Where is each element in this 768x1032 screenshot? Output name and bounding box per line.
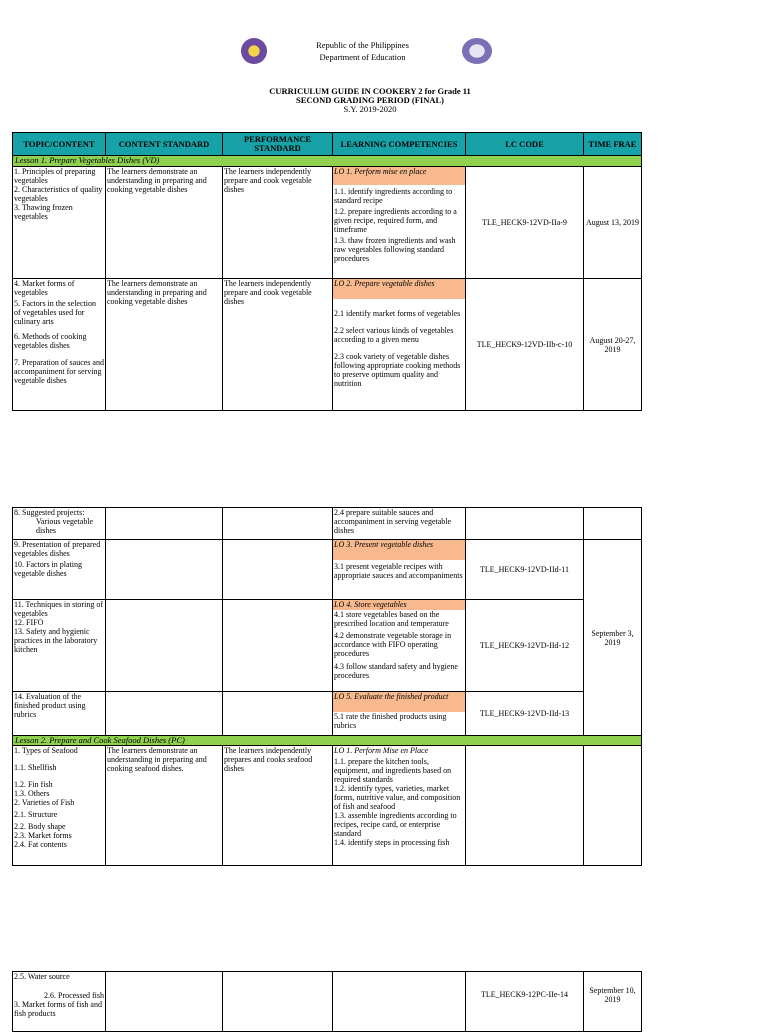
col-lc-code: LC CODE xyxy=(466,133,584,156)
table-row xyxy=(13,167,642,279)
competency-item: 1.4. identify steps in processing fish xyxy=(334,838,450,847)
school-seal-icon xyxy=(462,38,492,64)
topic-item: 2. Varieties of Fish xyxy=(14,798,75,807)
col-time-frame: TIME FRAE xyxy=(584,133,642,156)
learning-outcome: LO 1. Perform Mise en Place xyxy=(334,746,429,755)
col-learning-competencies: LEARNING COMPETENCIES xyxy=(333,133,466,156)
topic-item: 8. Suggested projects: xyxy=(14,508,85,517)
competency-item: 4.2 demonstrate vegetable storage in accordance with FIFO operating procedures xyxy=(334,631,452,658)
competency-item: 2.2 select various kinds of vegetables according to a given menu xyxy=(334,326,454,344)
learning-outcome: LO 1. Perform mise en place xyxy=(333,167,465,185)
competency-item: 2.3 cook variety of vegetable dishes following appropriate cooking methods to preserve optimum quality and nutrition xyxy=(334,352,461,388)
lc-code: TLE_HECK9-12VD-IIa-9 xyxy=(466,167,584,279)
lc-code: TLE_HECK9-12VD-IIb-c-10 xyxy=(466,279,584,411)
topic-item: 11. Techniques in storing of vegetables xyxy=(14,600,103,618)
learning-outcome: LO 5. Evaluate the finished product xyxy=(333,692,465,712)
performance-standard: The learners independently prepare and cook vegetable dishes xyxy=(223,167,333,279)
competency-item: 1.1. identify ingredients according to standard recipe xyxy=(334,187,453,205)
header-republic: Republic of the Philippines xyxy=(316,40,409,50)
learning-outcome: LO 2. Prepare vegetable dishes xyxy=(333,279,465,299)
topic-item: 10. Factors in plating vegetable dishes xyxy=(14,560,82,578)
topic-item: 1.1. Shellfish xyxy=(14,763,57,772)
lesson-2-title: Lesson 2. Prepare and Cook Seafood Dishes (PC) xyxy=(13,736,642,746)
competency-item: 4.1 store vegetables based on the prescribed location and temperature xyxy=(334,610,449,628)
topic-item: 1.3. Others xyxy=(14,789,50,798)
col-topic-content: TOPIC/CONTENT xyxy=(13,133,106,156)
page-title: CURRICULUM GUIDE IN COOKERY 2 for Grade 11 xyxy=(269,86,471,96)
topic-item: 3. Market forms of fish and fish products xyxy=(14,1000,102,1018)
competency-item: 2.4 prepare suitable sauces and accompaniment in serving vegetable dishes xyxy=(333,508,466,540)
topic-item: 9. Presentation of prepared vegetables dishes xyxy=(14,540,101,558)
curriculum-table-3 xyxy=(12,971,642,1032)
competency-item: 1.2. identify types, varieties, market forms, nutritive value, and composition of fish and seafood xyxy=(334,784,461,811)
content-standard: The learners demonstrate an understanding in preparing and cooking vegetable dishes xyxy=(106,167,223,279)
topic-item: 1. Types of Seafood xyxy=(14,746,78,755)
table-row xyxy=(13,540,642,600)
table-row xyxy=(13,746,642,866)
time-frame: September 10, 2019 xyxy=(584,972,642,1032)
content-standard: The learners demonstrate an understanding in preparing and cooking vegetable dishes xyxy=(106,279,223,411)
competency-item: 3.1 present vegetable recipes with appropriate sauces and accompaniments xyxy=(334,562,463,580)
curriculum-table-2 xyxy=(12,507,642,866)
competency-item: 1.3. thaw frozen ingredients and wash raw vegetables following standard procedures xyxy=(334,236,456,263)
content-standard: The learners demonstrate an understanding in preparing and cooking seafood dishes. xyxy=(106,746,223,866)
topic-item: 2. Characteristics of quality vegetables xyxy=(14,185,103,203)
competency-item: 1.3. assemble ingredients according to recipes, recipe card, or enterprise standard xyxy=(334,811,457,838)
topic-item: 2.2. Body shape xyxy=(14,822,66,831)
topic-item: 12. FIFO xyxy=(14,618,44,627)
lc-code: TLE_HECK9-12VD-IId-11 xyxy=(466,540,584,600)
topic-item: 1. Principles of preparing vegetables xyxy=(14,167,96,185)
header-department: Department of Education xyxy=(319,52,406,62)
school-year: S.Y. 2019-2020 xyxy=(343,104,397,114)
competency-item: 5.1 rate the finished products using rubrics xyxy=(334,712,447,730)
topic-item: 13. Safety and hygienic practices in the laboratory kitchen xyxy=(14,627,98,654)
lc-code: TLE_HECK9-12PC-IIe-14 xyxy=(466,972,584,1032)
topic-item: 1.2. Fin fish xyxy=(14,780,53,789)
table-row xyxy=(13,692,642,736)
learning-outcome: LO 3. Present vegetable dishes xyxy=(333,540,465,560)
lesson-1-title: Lesson 1. Prepare Vegetables Dishes (VD) xyxy=(13,156,642,167)
topic-item: 5. Factors in the selection of vegetables used for culinary arts xyxy=(14,299,96,326)
page-subtitle: SECOND GRADING PERIOD (FINAL) xyxy=(295,95,445,105)
table-row xyxy=(13,972,642,1032)
topic-item: 2.5. Water source xyxy=(14,972,70,981)
performance-standard: The learners independently prepare and cook vegetable dishes xyxy=(223,279,333,411)
curriculum-table-1 xyxy=(12,132,642,411)
lc-code: TLE_HECK9-12VD-IId-12 xyxy=(466,600,584,692)
performance-standard: The learners independently prepares and cooks seafood dishes xyxy=(223,746,333,866)
topic-item: 2.1. Structure xyxy=(14,810,58,819)
table-row xyxy=(13,508,642,540)
topic-item: 7. Preparation of sauces and accompaniment for serving vegetable dishes xyxy=(14,358,104,385)
topic-item: 4. Market forms of vegetables xyxy=(14,279,75,297)
col-performance-standard: PERFORMANCE STANDARD xyxy=(223,133,333,156)
table-row xyxy=(13,279,642,411)
topic-item: 6. Methods of cooking vegetables dishes xyxy=(14,332,87,350)
competency-item: 2.1 identify market forms of vegetables xyxy=(334,309,461,318)
deped-seal-icon xyxy=(241,38,267,64)
competency-item: 4.3 follow standard safety and hygiene procedures xyxy=(334,662,458,680)
topic-item: 2.6. Processed fish xyxy=(44,991,104,1000)
time-frame: August 20-27, 2019 xyxy=(584,279,642,411)
competency-item: 1.1. prepare the kitchen tools, equipment, and ingredients based on required standards xyxy=(334,757,452,784)
time-frame: August 13, 2019 xyxy=(584,167,642,279)
topic-item: 2.3. Market forms xyxy=(14,831,72,840)
lc-code: TLE_HECK9-12VD-IId-13 xyxy=(466,692,584,736)
topic-item: 14. Evaluation of the finished product using rubrics xyxy=(13,692,106,736)
topic-item: 3. Thawing frozen vegetables xyxy=(14,203,73,221)
learning-outcome: LO 4. Store vegetables xyxy=(333,600,465,610)
table-row xyxy=(13,600,642,692)
competency-item: 1.2. prepare ingredients according to a given recipe, required form, and timeframe xyxy=(334,207,457,234)
topic-item: Various vegetable dishes xyxy=(36,517,94,535)
time-frame: September 3, 2019 xyxy=(584,540,642,736)
col-content-standard: CONTENT STANDARD xyxy=(106,133,223,156)
topic-item: 2.4. Fat contents xyxy=(14,840,67,849)
